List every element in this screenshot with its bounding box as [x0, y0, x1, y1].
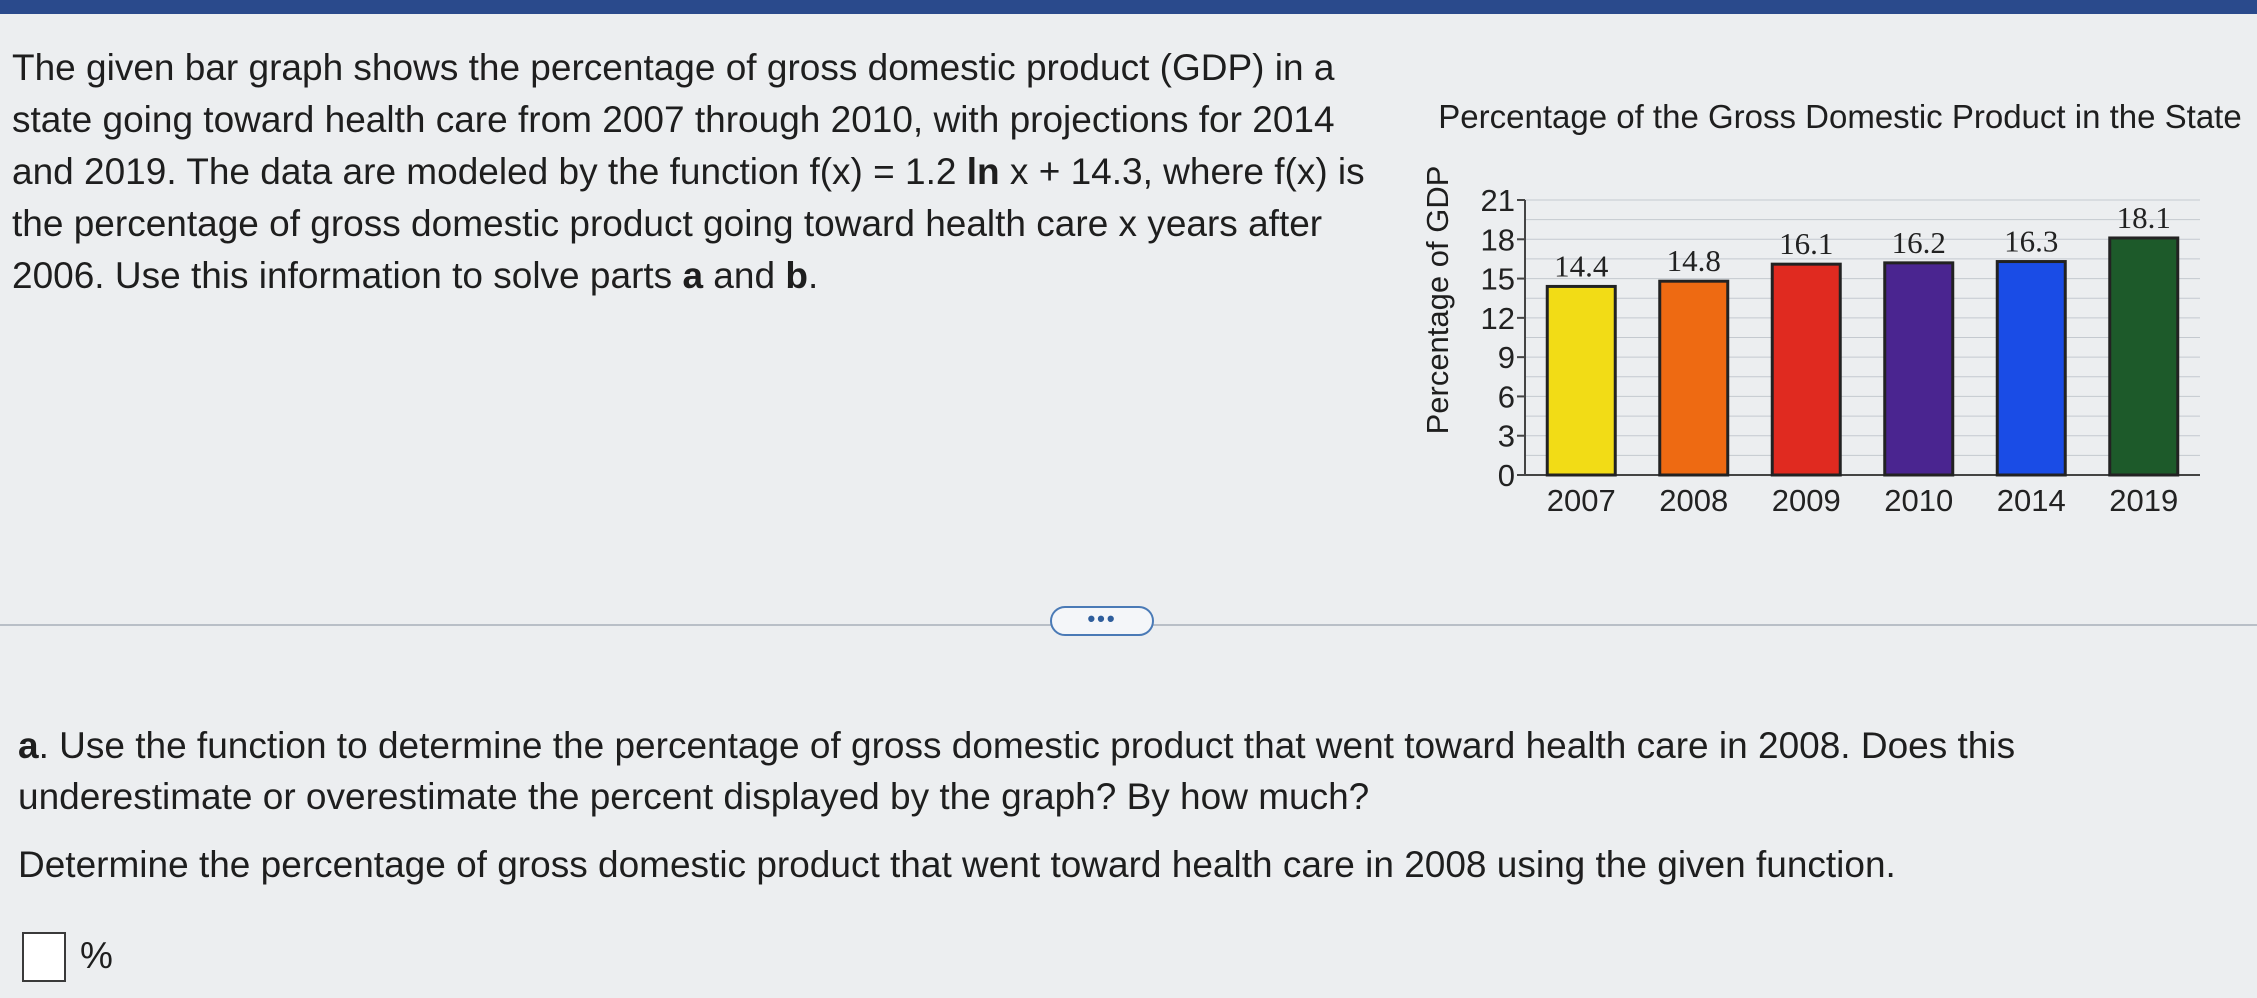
intro-text-2: x + 14.3, where f(x) is the percentage of gross domestic product going toward health care x years after 2006. Use this information to solve parts [12, 151, 1365, 296]
bar-value-label: 14.8 [1666, 243, 1721, 279]
y-tick-label: 21 [1480, 183, 1515, 218]
intro-text-1: The given bar graph shows the percentage of gross domestic product (GDP) in a state going toward health care from 2007 through 2010, with projections for 2014 and 2019. The data are modeled by the function f(x) = 1.2 [12, 47, 1335, 192]
bar [2110, 238, 2178, 475]
bar-value-label: 14.4 [1554, 248, 1609, 284]
intro-and: and [703, 255, 786, 296]
x-tick-label: 2009 [1771, 483, 1841, 518]
sub-question: Determine the percentage of gross domestic product that went toward health care in 2008 using the given function. [18, 844, 1896, 885]
top-bar [0, 0, 2257, 14]
bar-value-label: 18.1 [2116, 199, 2171, 235]
y-tick-label: 6 [1497, 379, 1515, 415]
answer-input[interactable] [22, 932, 66, 982]
y-tick-label: 9 [1497, 340, 1515, 376]
bar [1885, 263, 1953, 475]
x-tick-label: 2010 [1884, 483, 1954, 518]
y-tick-label: 3 [1497, 418, 1515, 454]
y-tick-label: 12 [1480, 300, 1515, 336]
bar [1997, 262, 2065, 475]
x-tick-label: 2008 [1659, 483, 1729, 518]
y-tick-label: 18 [1480, 222, 1515, 258]
percent-unit: % [80, 935, 113, 976]
part-a-text: . Use the function to determine the percentage of gross domestic product that went toward health care in 2008. Does this underestimate or overestimate the percent displayed by the graph? By how much? [18, 725, 2016, 817]
bar-chart [1440, 170, 2230, 530]
intro-part-a: a [682, 255, 704, 296]
bar [1660, 281, 1728, 475]
bar-value-label: 16.2 [1891, 224, 1946, 260]
part-a-question [18, 720, 2248, 822]
x-tick-label: 2019 [2109, 483, 2179, 518]
y-axis-label: Percentage of GDP [1420, 165, 1455, 435]
intro-ln: ln [966, 151, 1000, 192]
part-a-letter: a [18, 725, 39, 766]
y-tick-label: 15 [1480, 261, 1515, 297]
x-tick-label: 2014 [1996, 483, 2066, 518]
bar [1772, 264, 1840, 475]
bar-value-label: 16.3 [2004, 223, 2059, 259]
more-button[interactable]: ••• [1050, 606, 1154, 636]
problem-intro [12, 42, 1372, 302]
chart-title: Percentage of the Gross Domestic Product in the State [1438, 98, 2242, 135]
x-tick-label: 2007 [1546, 483, 1616, 518]
bar [1547, 286, 1615, 475]
bar-value-label: 16.1 [1779, 226, 1834, 262]
intro-part-b: b [785, 255, 808, 296]
intro-end: . [807, 255, 819, 296]
y-tick-label: 0 [1497, 458, 1515, 493]
